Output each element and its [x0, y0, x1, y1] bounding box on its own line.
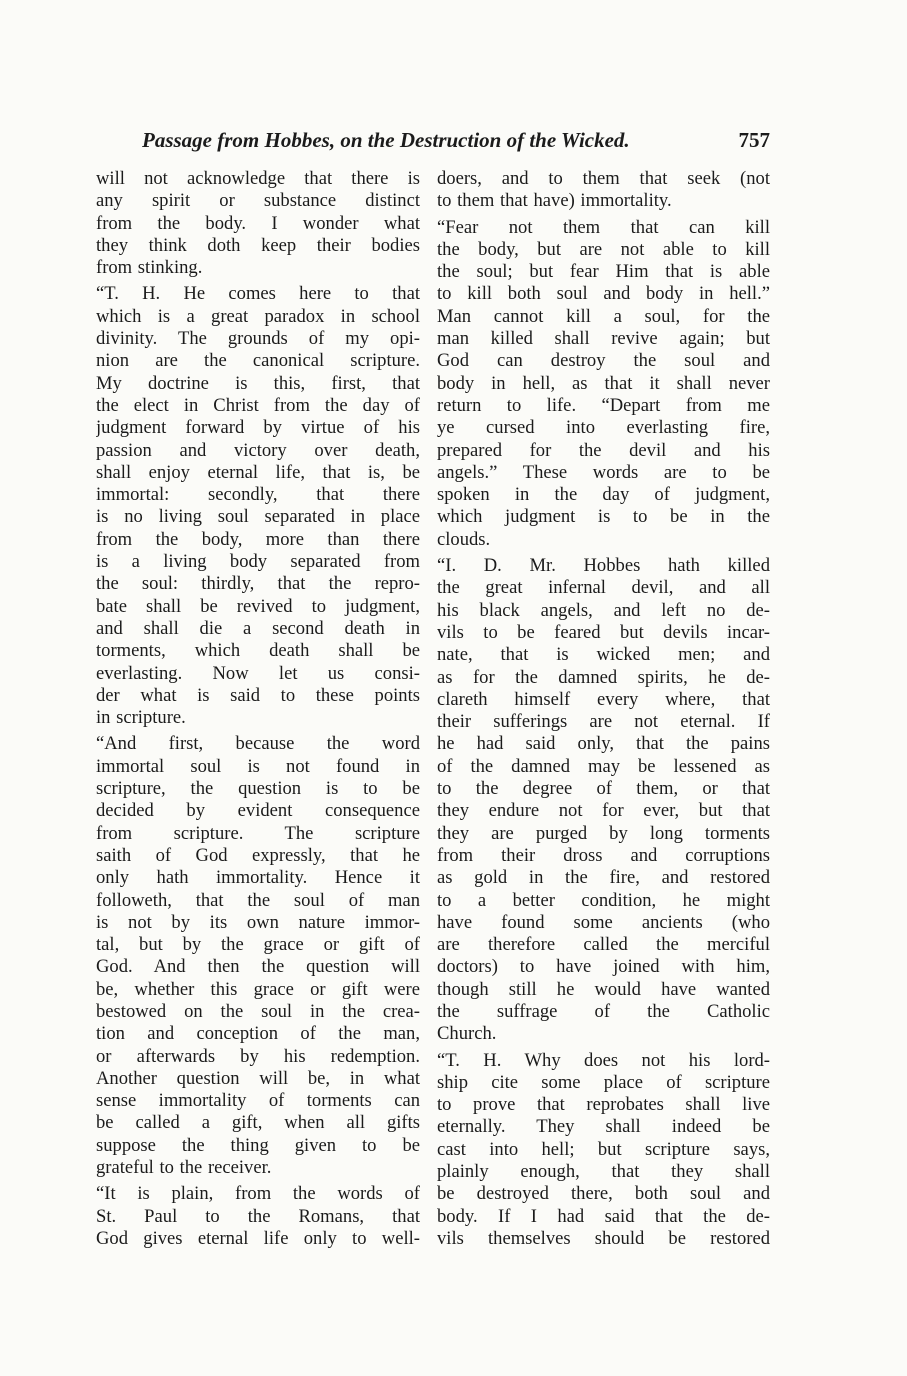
- text-line: “T. H. He comes here to that: [96, 283, 420, 305]
- text-line: scripture, the question is to be: [96, 778, 420, 800]
- text-line: clouds.: [437, 528, 491, 550]
- text-line: spoken in the day of judgment,: [437, 484, 770, 506]
- text-line: immortal soul is not found in: [96, 755, 420, 777]
- text-line: “T. H. Why does not his lord-: [437, 1049, 770, 1071]
- text-line: is not by its own nature immor-: [96, 911, 420, 933]
- text-line: the soul: thirdly, that the repro-: [96, 573, 420, 595]
- text-line: is a living body separated from: [96, 551, 420, 573]
- text-line: are therefore called the merciful: [437, 934, 770, 956]
- text-line: clareth himself every where, that: [437, 688, 770, 710]
- text-line: the soul; but fear Him that is able: [437, 261, 770, 283]
- text-line: nion are the canonical scripture.: [96, 350, 420, 372]
- text-line: cast into hell; but scripture says,: [437, 1138, 770, 1160]
- text-line: they think doth keep their bodies: [96, 234, 420, 256]
- text-line: ship cite some place of scripture: [437, 1071, 770, 1093]
- text-line: der what is said to these points: [96, 684, 420, 706]
- text-line: plainly enough, that they shall: [437, 1161, 770, 1183]
- text-line: vils to be feared but devils incar-: [437, 621, 770, 643]
- text-line: to a better condition, he might: [437, 889, 770, 911]
- text-line: the elect in Christ from the day of: [96, 394, 420, 416]
- text-line: to prove that reprobates shall live: [437, 1094, 770, 1116]
- text-line: saith of God expressly, that he: [96, 844, 420, 866]
- text-line: suppose the thing given to be: [96, 1134, 420, 1156]
- right-column: [437, 168, 770, 1250]
- text-line: only hath immortality. Hence it: [96, 867, 420, 889]
- text-line: body. If I had said that the de-: [437, 1205, 770, 1227]
- text-line: is no living soul separated in place: [96, 506, 420, 528]
- text-line: they endure not for ever, but that: [437, 800, 770, 822]
- page-number: 757: [738, 128, 770, 152]
- text-line: tion and conception of the man,: [96, 1023, 420, 1045]
- text-line: be destroyed there, both soul and: [437, 1183, 770, 1205]
- text-line: which judgment is to be in the: [437, 506, 770, 528]
- text-line: sense immortality of torments can: [96, 1090, 420, 1112]
- text-line: from scripture. The scripture: [96, 822, 420, 844]
- text-line: St. Paul to the Romans, that: [96, 1205, 420, 1227]
- text-line: he had said only, that the pains: [437, 733, 770, 755]
- text-line: from the body. I wonder what: [96, 212, 420, 234]
- text-line: God can destroy the soul and: [437, 350, 770, 372]
- text-line: to the degree of them, or that: [437, 778, 770, 800]
- text-line: or afterwards by his redemption.: [96, 1045, 420, 1067]
- text-line: in scripture.: [96, 707, 186, 729]
- text-line: man killed shall revive again; but: [437, 328, 770, 350]
- page-header: [118, 128, 770, 156]
- text-line: “Fear not them that can kill: [437, 216, 770, 238]
- text-line: bate shall be revived to judgment,: [96, 595, 420, 617]
- text-line: “It is plain, from the words of: [96, 1183, 420, 1205]
- text-line: grateful to the receiver.: [96, 1157, 272, 1179]
- text-line: the suffrage of the Catholic: [437, 1000, 770, 1022]
- text-line: as for the damned spirits, he de-: [437, 666, 770, 688]
- text-line: prepared for the devil and his: [437, 439, 770, 461]
- text-line: the body, but are not able to kill: [437, 238, 770, 260]
- text-line: his black angels, and left no de-: [437, 599, 770, 621]
- text-line: their sufferings are not eternal. If: [437, 711, 770, 733]
- text-line: return to life. “Depart from me: [437, 394, 770, 416]
- running-title: Passage from Hobbes, on the Destruction of the Wicked.: [142, 128, 630, 152]
- text-line: nate, that is wicked men; and: [437, 644, 770, 666]
- text-line: any spirit or substance distinct: [96, 190, 420, 212]
- text-line: bestowed on the soul in the crea-: [96, 1000, 420, 1022]
- text-line: from their dross and corruptions: [437, 844, 770, 866]
- text-line: angels.” These words are to be: [437, 461, 770, 483]
- text-line: will not acknowledge that there is: [96, 168, 420, 189]
- text-line: the great infernal devil, and all: [437, 577, 770, 599]
- text-line: doers, and to them that seek (not: [437, 168, 770, 189]
- text-line: immortal: secondly, that there: [96, 484, 420, 506]
- text-line: as gold in the fire, and restored: [437, 867, 770, 889]
- text-line: “And first, because the word: [96, 733, 420, 755]
- text-line: decided by evident consequence: [96, 800, 420, 822]
- text-line: from stinking.: [96, 257, 203, 279]
- left-column: [96, 168, 420, 1250]
- text-line: God gives eternal life only to well-: [96, 1227, 420, 1249]
- text-line: ye cursed into everlasting fire,: [437, 417, 770, 439]
- text-line: of the damned may be lessened as: [437, 755, 770, 777]
- text-line: and shall die a second death in: [96, 617, 420, 639]
- text-line: My doctrine is this, first, that: [96, 372, 420, 394]
- text-line: to kill both soul and body in hell.”: [437, 283, 770, 305]
- text-line: everlasting. Now let us consi-: [96, 662, 420, 684]
- text-line: passion and victory over death,: [96, 439, 420, 461]
- text-line: be, whether this grace or gift were: [96, 978, 420, 1000]
- text-line: judgment forward by virtue of his: [96, 417, 420, 439]
- text-line: divinity. The grounds of my opi-: [96, 328, 420, 350]
- text-line: Church.: [437, 1023, 497, 1045]
- text-line: from the body, more than there: [96, 528, 420, 550]
- text-line: they are purged by long torments: [437, 822, 770, 844]
- text-line: have found some ancients (who: [437, 911, 770, 933]
- text-line: vils themselves should be restored: [437, 1227, 770, 1249]
- text-line: Another question will be, in what: [96, 1067, 420, 1089]
- text-line: God. And then the question will: [96, 956, 420, 978]
- text-line: be called a gift, when all gifts: [96, 1112, 420, 1134]
- text-line: though still he would have wanted: [437, 978, 770, 1000]
- text-line: torments, which death shall be: [96, 640, 420, 662]
- text-line: followeth, that the soul of man: [96, 889, 420, 911]
- text-line: doctors) to have joined with him,: [437, 956, 770, 978]
- text-line: body in hell, as that it shall never: [437, 372, 770, 394]
- text-line: Man cannot kill a soul, for the: [437, 305, 770, 327]
- text-line: to them that have) immortality.: [437, 190, 672, 212]
- text-line: which is a great paradox in school: [96, 305, 420, 327]
- text-line: shall enjoy eternal life, that is, be: [96, 461, 420, 483]
- text-line: eternally. They shall indeed be: [437, 1116, 770, 1138]
- text-line: tal, but by the grace or gift of: [96, 934, 420, 956]
- text-line: “I. D. Mr. Hobbes hath killed: [437, 555, 770, 577]
